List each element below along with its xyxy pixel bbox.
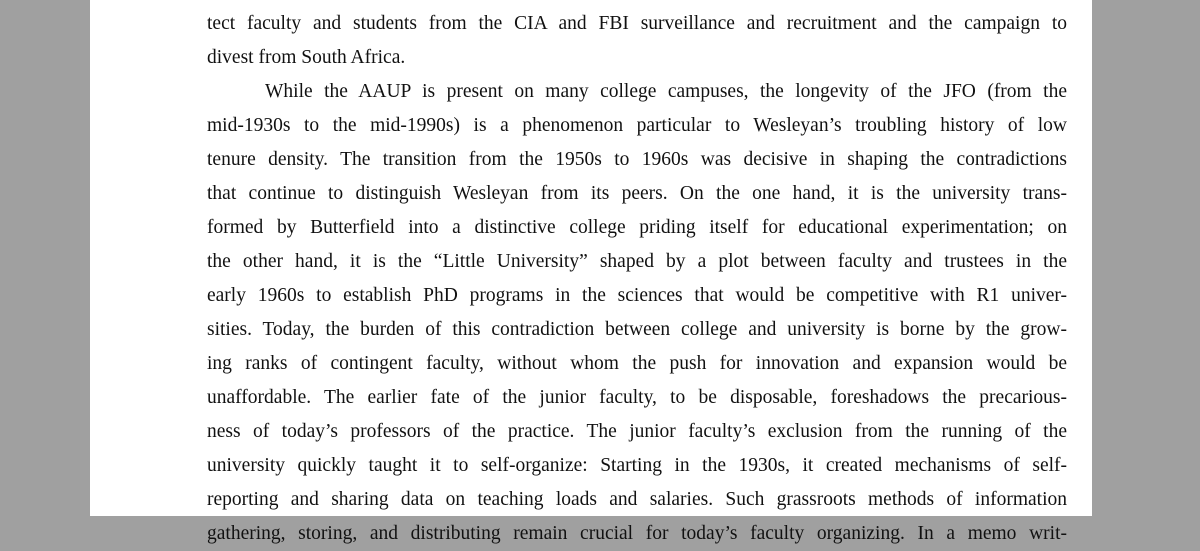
text-line: early 1960s to establish PhD programs in the sciences that would be competitive with R1 univer- <box>207 285 1067 306</box>
text-line: ness of today’s professors of the practice. The junior faculty’s exclusion from the running of the <box>207 421 1067 442</box>
text-line-cutoff-top <box>207 0 1067 7</box>
body-text <box>207 0 1067 551</box>
text-line: the other hand, it is the “Little University” shaped by a plot between faculty and trustees in the <box>207 251 1067 272</box>
text-line: tect faculty and students from the CIA and FBI surveillance and recruitment and the campaign to <box>207 13 1067 34</box>
text-line: formed by Butterfield into a distinctive college priding itself for educational experimentation; on <box>207 217 1067 238</box>
text-line: university quickly taught it to self-organize: Starting in the 1930s, it created mechanisms of self- <box>207 455 1067 476</box>
text-line: ing ranks of contingent faculty, without whom the push for innovation and expansion would be <box>207 353 1067 374</box>
text-line: unaffordable. The earlier fate of the junior faculty, to be disposable, foreshadows the precarious- <box>207 387 1067 408</box>
paragraph-first-line: While the AAUP is present on many college campuses, the longevity of the JFO (from the <box>265 81 1067 102</box>
document-page <box>90 0 1092 544</box>
text-line: mid-1930s to the mid-1990s) is a phenomenon particular to Wesleyan’s troubling history of low <box>207 115 1067 136</box>
text-line: reporting and sharing data on teaching loads and salaries. Such grassroots methods of information <box>207 489 1067 510</box>
text-line: divest from South Africa. <box>207 47 406 68</box>
text-line: that continue to distinguish Wesleyan from its peers. On the one hand, it is the university trans- <box>207 183 1067 204</box>
text-line: gathering, storing, and distributing remain crucial for today’s faculty organizing. In a memo writ- <box>207 523 1067 544</box>
text-line: sities. Today, the burden of this contradiction between college and university is borne by the grow- <box>207 319 1067 340</box>
text-line: tenure density. The transition from the 1950s to 1960s was decisive in shaping the contradictions <box>207 149 1067 170</box>
